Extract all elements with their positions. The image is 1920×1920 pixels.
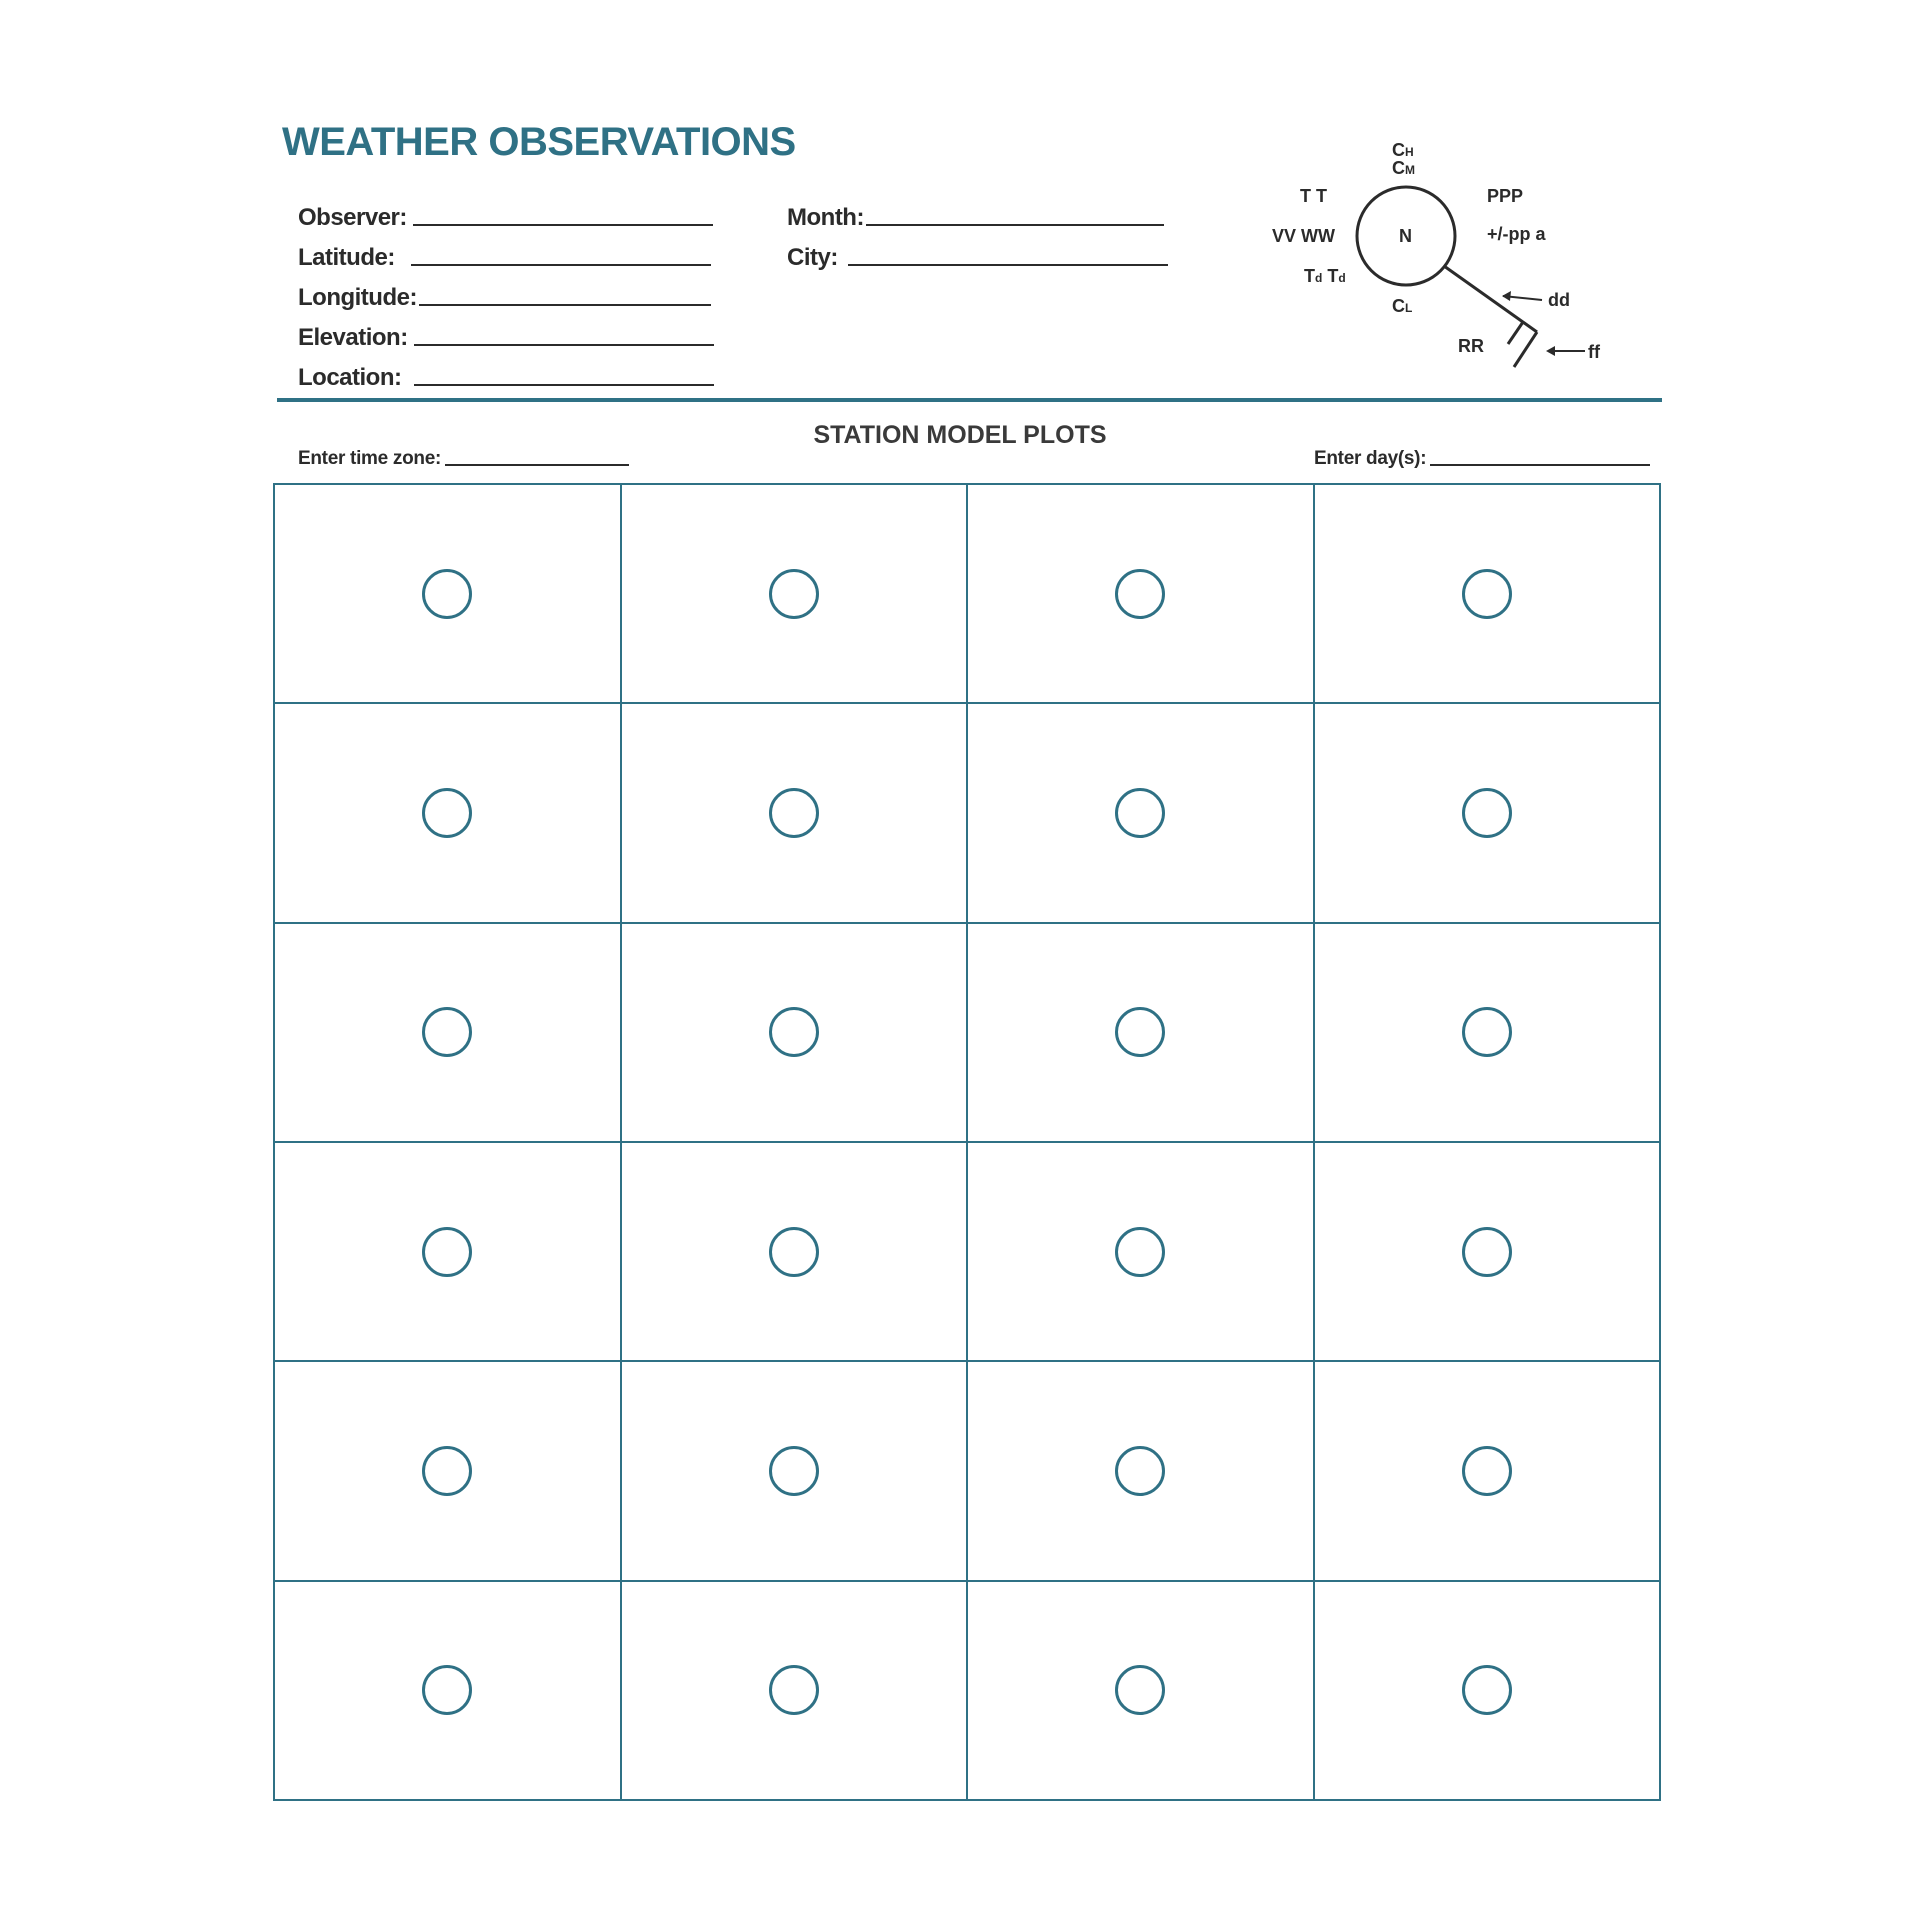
location-field[interactable] [298, 358, 714, 392]
station-circle-icon [769, 1665, 819, 1715]
station-circle-icon [769, 1227, 819, 1277]
elevation-label: Elevation: [298, 324, 408, 351]
station-plot-cell[interactable] [621, 1581, 968, 1800]
time-zone-label: Enter time zone: [298, 448, 441, 469]
city-label: City: [787, 244, 838, 271]
station-circle-icon [769, 788, 819, 838]
station-circle-icon [769, 1007, 819, 1057]
longitude-line[interactable] [419, 304, 711, 306]
station-circle-icon [422, 1665, 472, 1715]
latitude-field[interactable] [298, 238, 711, 272]
month-line[interactable] [866, 224, 1164, 226]
station-model-diagram [1240, 130, 1620, 380]
month-field[interactable] [787, 198, 1164, 232]
cm-label: CM [1392, 158, 1415, 178]
pressure-tendency-label: +/-pp a [1487, 224, 1546, 244]
latitude-line[interactable] [411, 264, 711, 266]
station-plot-cell[interactable] [1314, 1361, 1661, 1580]
station-plot-cell[interactable] [1314, 1581, 1661, 1800]
station-plot-cell[interactable] [1314, 1142, 1661, 1361]
station-circle-icon [769, 1446, 819, 1496]
station-circle-icon [1115, 1227, 1165, 1277]
cloud-cover-n-label: N [1399, 226, 1412, 246]
ppp-label: PPP [1487, 186, 1524, 206]
station-plot-cell[interactable] [967, 484, 1314, 703]
station-plot-cell[interactable] [621, 1142, 968, 1361]
station-plot-cell[interactable] [1314, 923, 1661, 1142]
station-plot-cell[interactable] [621, 923, 968, 1142]
station-plot-cell[interactable] [967, 1142, 1314, 1361]
station-plot-cell[interactable] [274, 1361, 621, 1580]
station-model-legend [1240, 130, 1620, 380]
location-label: Location: [298, 364, 402, 391]
station-circle-icon [422, 1227, 472, 1277]
station-circle-icon [1462, 1665, 1512, 1715]
station-circle-icon [422, 569, 472, 619]
elevation-field[interactable] [298, 318, 714, 352]
station-circle-icon [1115, 788, 1165, 838]
station-circle-icon [1462, 788, 1512, 838]
cl-label: CL [1392, 296, 1413, 316]
station-circle-icon [422, 788, 472, 838]
station-circle-icon [1115, 569, 1165, 619]
ff-arrowhead [1546, 346, 1555, 356]
tt-label: T T [1300, 186, 1327, 206]
station-plot-cell[interactable] [621, 703, 968, 922]
wind-barb-long [1514, 332, 1537, 367]
longitude-field[interactable] [298, 278, 711, 312]
station-circle-icon [1462, 1446, 1512, 1496]
station-circle-icon [1462, 569, 1512, 619]
dd-label: dd [1548, 290, 1570, 310]
station-plot-cell[interactable] [274, 923, 621, 1142]
observer-line[interactable] [413, 224, 713, 226]
days-line[interactable] [1430, 464, 1650, 466]
wind-barb-short [1508, 322, 1523, 344]
station-circle-icon [1115, 1007, 1165, 1057]
station-plot-cell[interactable] [967, 1361, 1314, 1580]
ff-label: ff [1588, 342, 1600, 362]
location-line[interactable] [414, 384, 714, 386]
station-circle-icon [1462, 1227, 1512, 1277]
station-plot-grid [273, 483, 1661, 1801]
elevation-line[interactable] [414, 344, 714, 346]
time-zone-line[interactable] [445, 464, 629, 466]
station-circle-icon [769, 569, 819, 619]
rr-label: RR [1458, 336, 1484, 356]
station-plot-cell[interactable] [967, 1581, 1314, 1800]
dewpoint-label: Td Td [1304, 266, 1346, 286]
city-line[interactable] [848, 264, 1168, 266]
observer-field[interactable] [298, 198, 713, 232]
section-title: STATION MODEL PLOTS [813, 421, 1107, 449]
ch-label: CH [1392, 140, 1414, 160]
page-title: WEATHER OBSERVATIONS [282, 120, 796, 164]
station-plot-cell[interactable] [274, 1581, 621, 1800]
header-divider [277, 398, 1662, 402]
station-circle-icon [1115, 1446, 1165, 1496]
station-plot-cell[interactable] [274, 1142, 621, 1361]
station-circle-icon [422, 1007, 472, 1057]
station-circle-icon [1115, 1665, 1165, 1715]
station-circle-icon [422, 1446, 472, 1496]
station-plot-cell[interactable] [274, 484, 621, 703]
station-plot-cell[interactable] [274, 703, 621, 922]
dd-arrowhead [1502, 291, 1511, 301]
vv-ww-label: VV WW [1272, 226, 1335, 246]
days-label: Enter day(s): [1314, 448, 1427, 469]
station-plot-cell[interactable] [1314, 703, 1661, 922]
latitude-label: Latitude: [298, 244, 395, 271]
longitude-label: Longitude: [298, 284, 417, 311]
city-field[interactable] [787, 238, 1168, 272]
time-zone-field[interactable] [298, 448, 629, 470]
station-circle-icon [1462, 1007, 1512, 1057]
station-plot-cell[interactable] [967, 703, 1314, 922]
month-label: Month: [787, 204, 864, 231]
station-plot-cell[interactable] [621, 1361, 968, 1580]
station-plot-cell[interactable] [621, 484, 968, 703]
days-field[interactable] [1314, 448, 1650, 470]
station-plot-cell[interactable] [1314, 484, 1661, 703]
station-plot-cell[interactable] [967, 923, 1314, 1142]
observer-label: Observer: [298, 204, 407, 231]
